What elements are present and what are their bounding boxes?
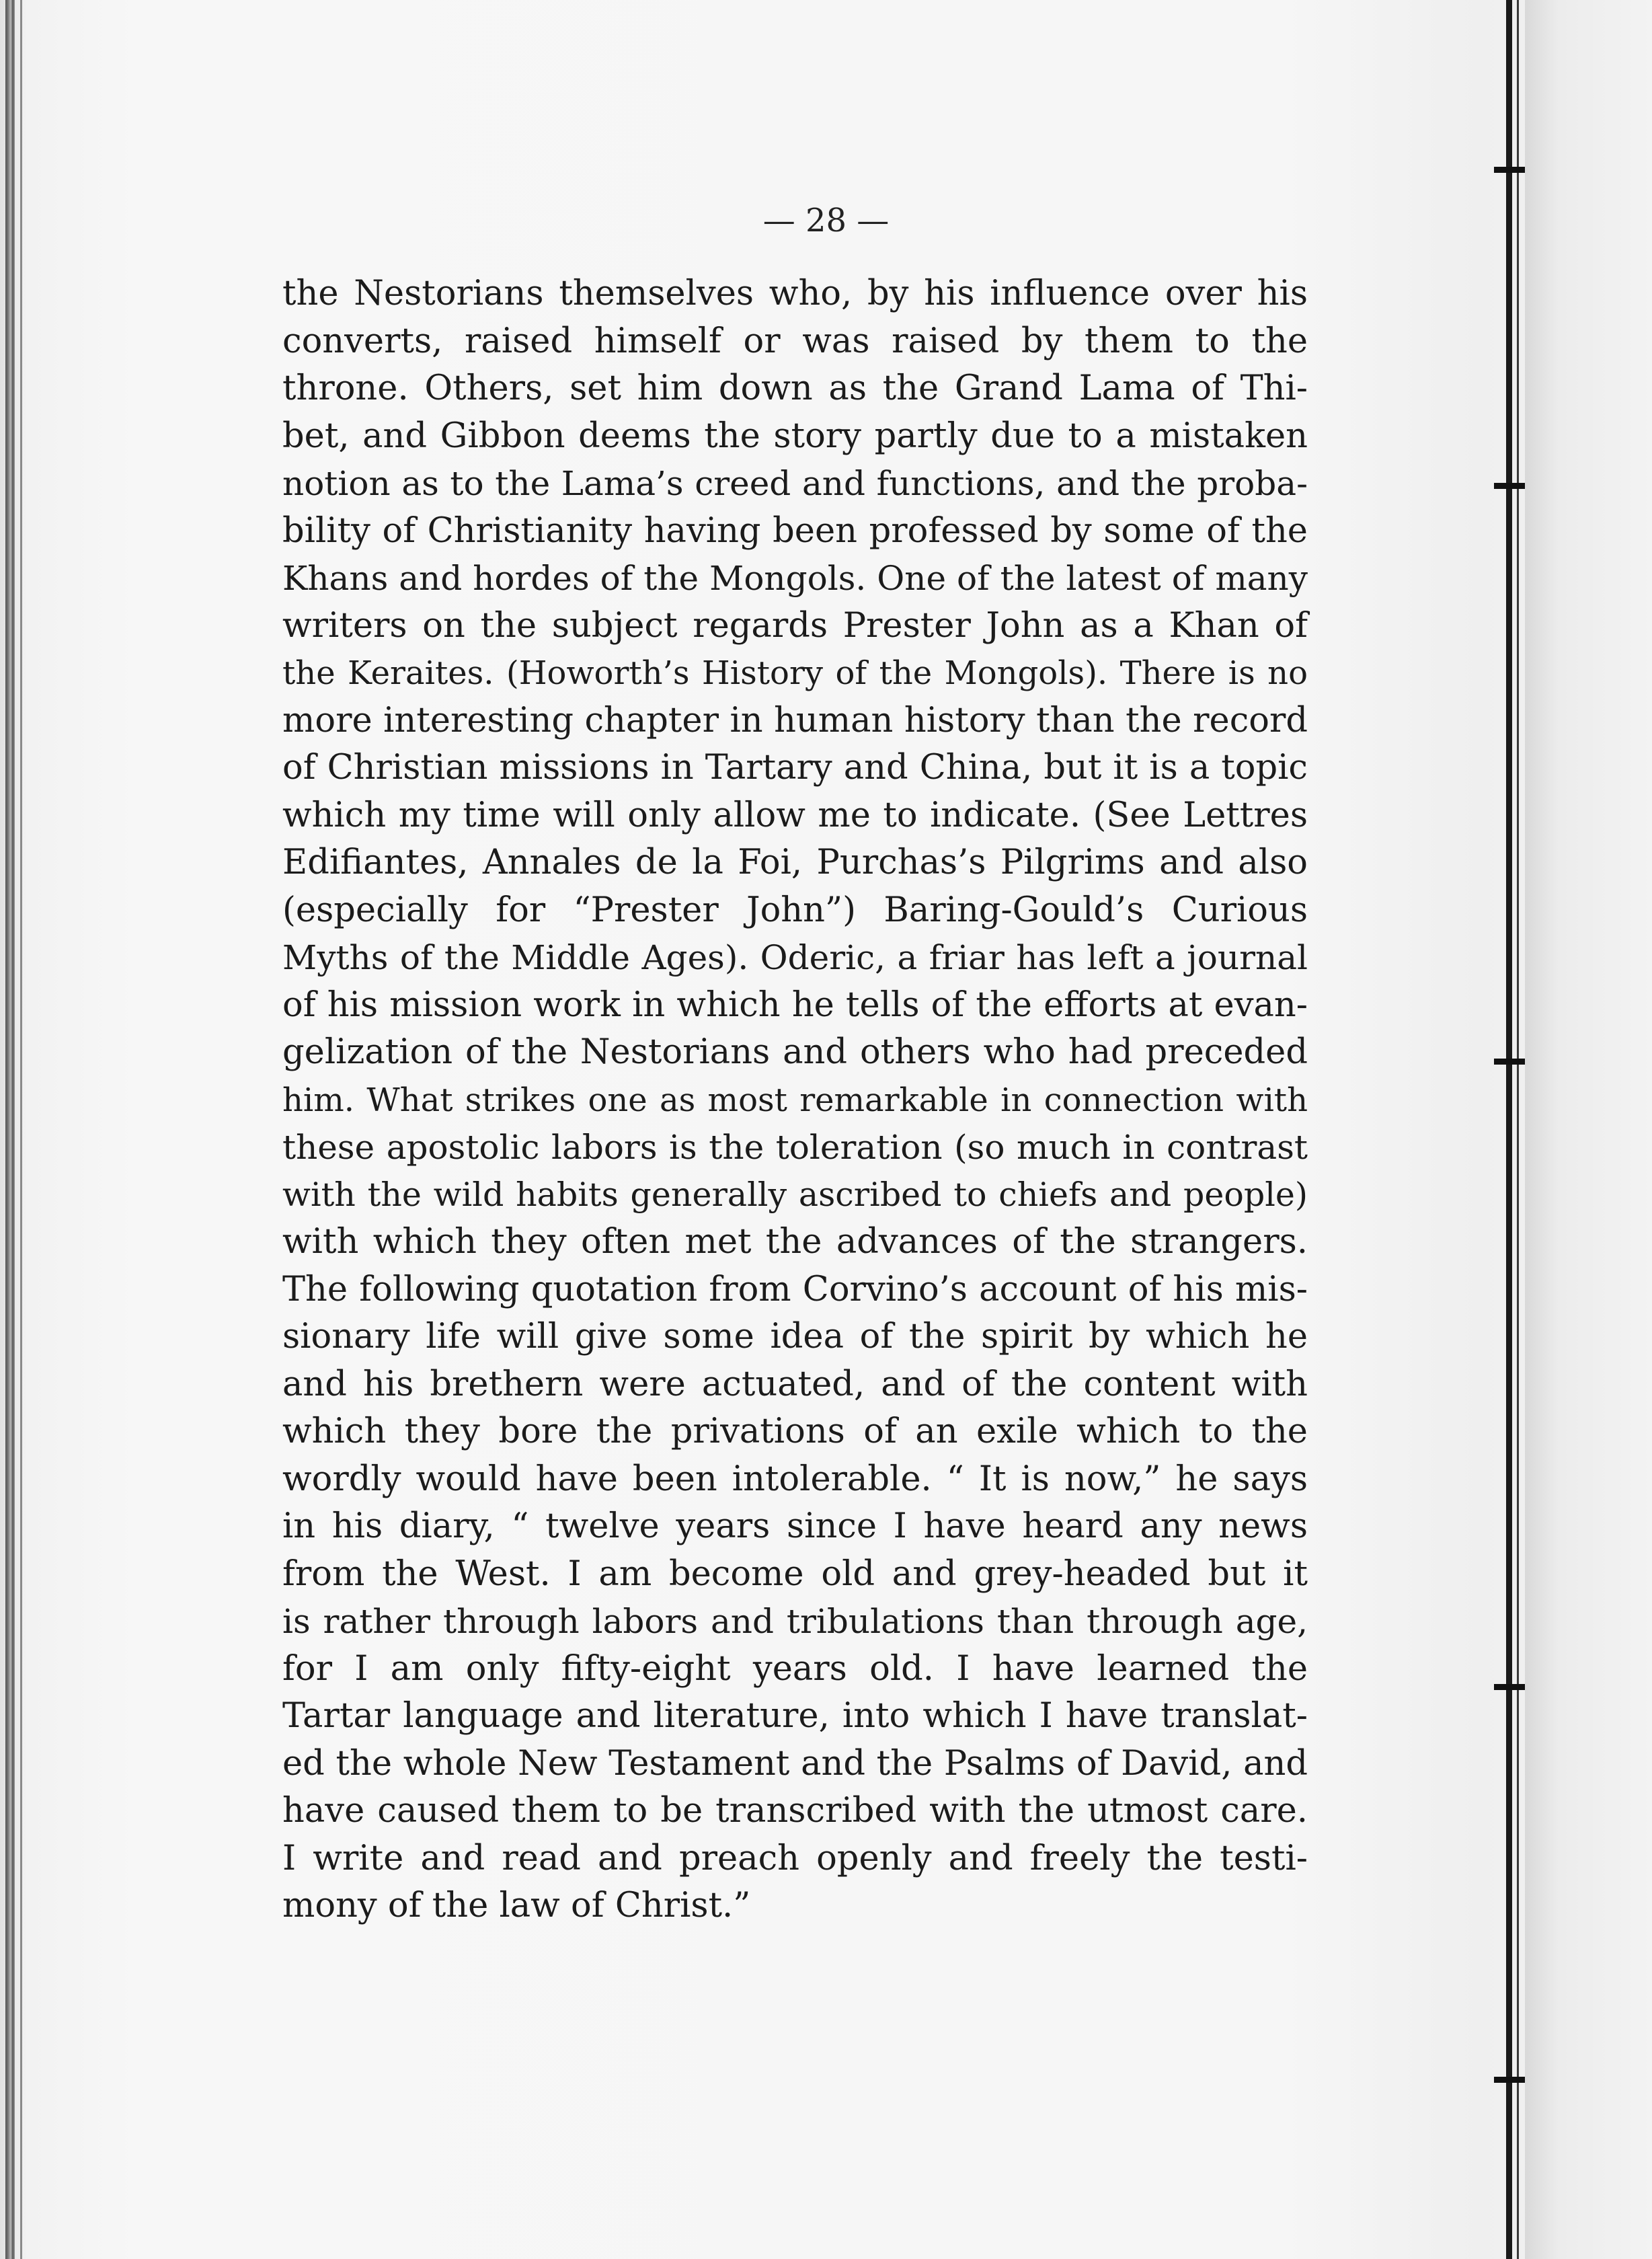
- text-line: in his diary, “ twelve years since I have heard any news: [282, 1506, 1308, 1546]
- binding-spine-thin: [1517, 0, 1519, 2259]
- text-line: these apostolic labors is the toleration (so much in contrast: [282, 1128, 1308, 1167]
- text-line: Myths of the Middle Ages). Oderic, a friar has left a journal: [282, 938, 1308, 977]
- text-line: writers on the subject regards Prester John as a Khan of: [282, 605, 1308, 646]
- text-line: Edifiantes, Annales de la Foi, Purchas’s Pilgrims and also: [282, 843, 1308, 882]
- text-line: bet, and Gibbon deems the story partly due to a mistaken: [282, 416, 1308, 456]
- text-line: sionary life will give some idea of the spirit by which he: [282, 1317, 1308, 1356]
- text-line: which they bore the privations of an exile which to the: [282, 1412, 1308, 1451]
- text-line: of Christian missions in Tartary and China, but it is a topic: [282, 748, 1308, 788]
- text-line: The following quotation from Corvino’s account of his mis-: [282, 1269, 1308, 1309]
- text-line: for I am only fifty-eight years old. I have learned the: [282, 1648, 1308, 1689]
- text-line: notion as to the Lama’s creed and functions, and the proba-: [282, 464, 1308, 503]
- text-line: the Nestorians themselves who, by his influence over his: [282, 274, 1308, 313]
- right-gutter: [1525, 0, 1652, 2259]
- binding-stitch: [1494, 483, 1525, 489]
- body-text: [282, 270, 1308, 1930]
- text-line: wordly would have been intolerable. “ It is now,” he says: [282, 1459, 1308, 1499]
- text-line: Khans and hordes of the Mongols. One of the latest of many: [282, 559, 1308, 598]
- text-line: from the West. I am become old and grey-headed but it: [282, 1554, 1308, 1594]
- text-line: which my time will only allow me to indicate. (See Lettres: [282, 795, 1308, 835]
- text-line: I write and read and preach openly and freely the testi-: [282, 1838, 1308, 1878]
- text-line: ed the whole New Testament and the Psalms of David, and: [282, 1743, 1308, 1784]
- left-binding-line: [20, 0, 22, 2259]
- text-line: throne. Others, set him down as the Grand Lama of Thi-: [282, 369, 1308, 408]
- text-line: mony of the law of Christ.”: [282, 1886, 751, 1925]
- text-line: with the wild habits generally ascribed to chiefs and people): [282, 1175, 1308, 1214]
- text-line: is rather through labors and tribulations than through age,: [282, 1602, 1308, 1641]
- text-line: more interesting chapter in human history than the record: [282, 700, 1308, 740]
- text-line: have caused them to be transcribed with the utmost care.: [282, 1791, 1308, 1831]
- binding-stitch: [1494, 1684, 1525, 1690]
- text-line: him. What strikes one as most remarkable in connection with: [282, 1081, 1308, 1119]
- left-binding-edge: [5, 0, 15, 2259]
- page-number: — 28 —: [762, 202, 890, 239]
- text-line: gelization of the Nestorians and others who had preceded: [282, 1032, 1308, 1072]
- binding-stitch: [1494, 167, 1525, 173]
- binding-stitch: [1494, 1059, 1525, 1065]
- text-line: of his mission work in which he tells of the efforts at evan-: [282, 985, 1308, 1025]
- text-line: with which they often met the advances of the strangers.: [282, 1222, 1308, 1262]
- binding-spine: [1506, 0, 1512, 2259]
- binding-stitch: [1494, 2077, 1525, 2083]
- text-line: bility of Christianity having been professed by some of the: [282, 510, 1308, 551]
- text-line: the Keraites. (Howorth’s History of the Mongols). There is no: [282, 654, 1308, 692]
- text-line: Tartar language and literature, into which I have translat-: [282, 1696, 1308, 1736]
- text-line: (especially for “Prester John”) Baring-Gould’s Curious: [282, 890, 1308, 930]
- text-line: converts, raised himself or was raised by them to the: [282, 321, 1308, 361]
- text-line: and his brethern were actuated, and of the content with: [282, 1364, 1308, 1404]
